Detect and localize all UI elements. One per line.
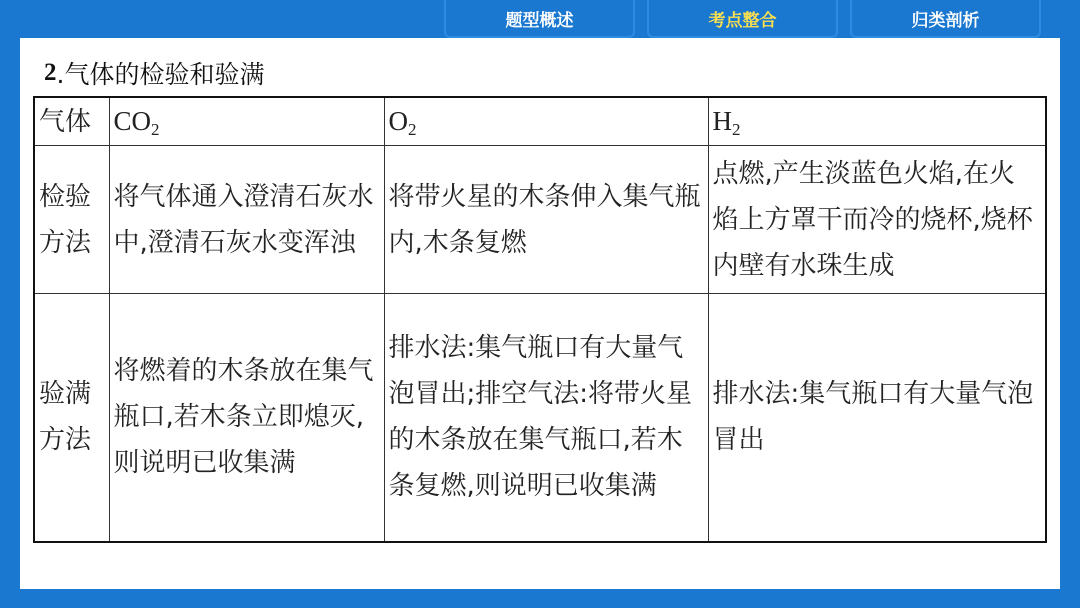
tab-classification-label: 归类剖析 xyxy=(911,10,980,31)
table-header-row xyxy=(34,97,1046,146)
tab-key-points[interactable] xyxy=(647,0,838,38)
tab-classification[interactable] xyxy=(850,0,1041,38)
co2-sub: 2 xyxy=(151,120,160,139)
o2-sub: 2 xyxy=(408,120,417,139)
header-gas-label: 气体 xyxy=(39,106,92,137)
table-row-full xyxy=(34,294,1046,542)
tab-overview[interactable] xyxy=(444,0,635,38)
cell-h2-test: 点燃,产生淡蓝色火焰,在火焰上方罩干而冷的烧杯,烧杯内壁有水珠生成 xyxy=(708,146,1046,294)
h2-base: H xyxy=(712,106,732,136)
tab-overview-label: 题型概述 xyxy=(505,10,574,31)
co2-formula xyxy=(113,106,160,139)
row-label-test: 检验方法 xyxy=(34,146,109,294)
tab-bar xyxy=(444,0,1041,38)
heading-text: .气体的检验和验满 xyxy=(56,60,265,89)
header-h2 xyxy=(708,97,1046,146)
section-heading xyxy=(44,56,264,90)
cell-o2-full: 排水法:集气瓶口有大量气泡冒出;排空气法:将带火星的木条放在集气瓶口,若木条复燃,则说明已收集满 xyxy=(384,294,708,542)
o2-formula xyxy=(388,106,417,139)
gas-test-table xyxy=(33,96,1047,543)
row-label-full: 验满方法 xyxy=(34,294,109,542)
header-o2 xyxy=(384,97,708,146)
co2-base: CO xyxy=(113,106,152,136)
h2-formula xyxy=(712,106,741,139)
cell-o2-test: 将带火星的木条伸入集气瓶内,木条复燃 xyxy=(384,146,708,294)
header-co2 xyxy=(109,97,384,146)
cell-co2-test: 将气体通入澄清石灰水中,澄清石灰水变浑浊 xyxy=(109,146,384,294)
cell-co2-full: 将燃着的木条放在集气瓶口,若木条立即熄灭,则说明已收集满 xyxy=(109,294,384,542)
header-gas xyxy=(34,97,109,146)
heading-number: 2 xyxy=(44,59,57,86)
o2-base: O xyxy=(388,106,408,136)
tab-key-points-label: 考点整合 xyxy=(708,10,777,31)
h2-sub: 2 xyxy=(732,120,741,139)
table-row-test xyxy=(34,146,1046,294)
cell-h2-full: 排水法:集气瓶口有大量气泡冒出 xyxy=(708,294,1046,542)
